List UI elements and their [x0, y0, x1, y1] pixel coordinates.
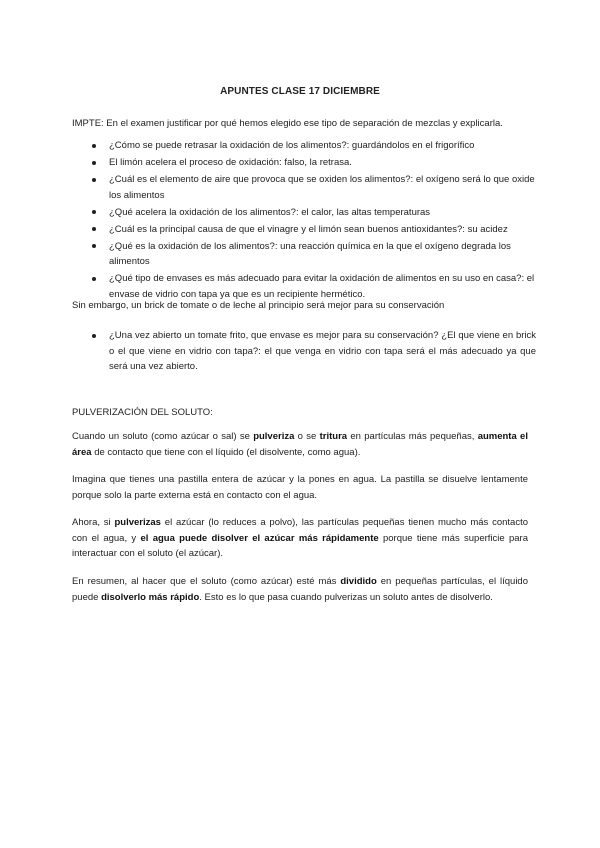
paragraph-2: Imagina que tienes una pastilla entera de azúcar y la pones en agua. La pastilla se disuelve lentamente porque solo la parte externa está en contacto con el agua. — [72, 474, 528, 501]
text-run: En resumen, al hacer que el soluto (como azúcar) esté más — [72, 576, 341, 587]
text-run: porque tiene más superficie para interactuar con el soluto (el azúcar). — [72, 532, 528, 559]
question-list — [91, 138, 536, 304]
list-item: ¿Cuál es el elemento de aire que provoca que se oxiden los alimentos?: el oxígeno será lo que oxide los alimentos — [91, 172, 536, 203]
list-item: El limón acelera el proceso de oxidación: falso, la retrasa. — [91, 155, 536, 171]
paragraph-1 — [72, 429, 528, 460]
text-run: en partículas más pequeñas, — [347, 431, 478, 442]
paragraph-3 — [72, 515, 528, 562]
list-item: ¿Cuál es la principal causa de que el vinagre y el limón sean buenos antioxidantes?: su acidez — [91, 222, 536, 238]
text-run: Cuando un soluto (como azúcar o sal) se — [72, 431, 254, 442]
intro-note: IMPTE: En el examen justificar por qué hemos elegido ese tipo de separación de mezclas y explicarla. — [72, 118, 503, 129]
bold-text: tritura — [319, 431, 348, 442]
text-run: . Esto es lo que pasa cuando pulverizas un soluto antes de disolverlo. — [199, 591, 493, 603]
bold-text: aumenta el área — [72, 431, 528, 458]
list-item: ¿Qué es la oxidación de los alimentos?: una reacción química en la que el oxígeno degrada los alimentos — [91, 239, 536, 270]
section-heading: PULVERIZACIÓN DEL SOLUTO: — [72, 407, 213, 418]
bold-text: pulverizas — [114, 517, 161, 528]
bold-text: el agua puede disolver el azúcar más rápidamente — [140, 532, 379, 544]
bold-text: disolverlo más rápido — [101, 591, 200, 603]
list-item: ¿Qué tipo de envases es más adecuado para evitar la oxidación de alimentos en su uso en casa?: el envase de vidrio con tapa ya que es un recipiente hermético. — [91, 271, 536, 302]
bold-text: pulveriza — [253, 431, 295, 442]
text-run: o se — [294, 431, 320, 442]
conservation-note: Sin embargo, un brick de tomate o de leche al principio será mejor para su conservación — [72, 300, 445, 311]
page-title: APUNTES CLASE 17 DICIEMBRE — [220, 86, 380, 97]
text-run: en pequeñas partículas, el líquido puede — [72, 576, 529, 603]
list-item: ¿Cómo se puede retrasar la oxidación de los alimentos?: guardándolos en el frigorífico — [91, 138, 536, 154]
text-run: Ahora, si — [72, 517, 115, 528]
question-list-2 — [91, 328, 536, 376]
bold-text: dividido — [340, 576, 377, 587]
paragraph-4 — [72, 574, 528, 605]
text-run: de contacto que tiene con el líquido (el disolvente, como agua). — [91, 446, 361, 458]
text-run: el azúcar (lo reduces a polvo), las partículas pequeñas tienen mucho más contacto con el agua, y — [72, 517, 528, 544]
list-item: ¿Una vez abierto un tomate frito, que envase es mejor para su conservación? ¿El que viene en brick o el que viene en vidrio con tapa?: el que venga en vidrio con tapa será el más adecuado ya que será una vez abierto. — [91, 328, 536, 375]
list-item: ¿Qué acelera la oxidación de los alimentos?: el calor, las altas temperaturas — [91, 205, 536, 221]
